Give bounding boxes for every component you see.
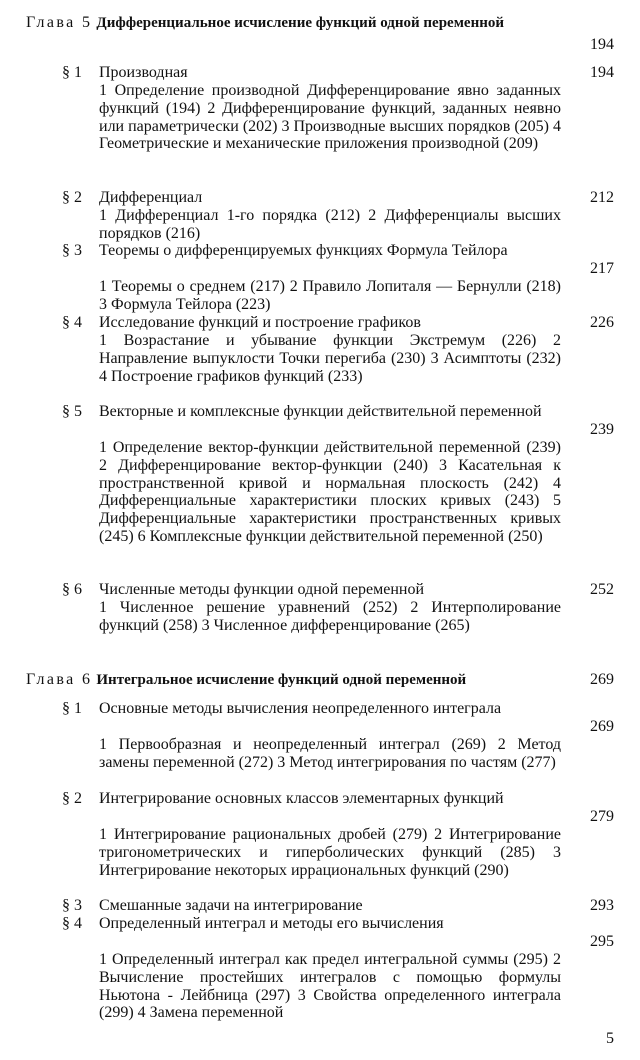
page-folio: 5 (606, 1030, 614, 1047)
section-symbol: § 5 (62, 403, 82, 420)
section-symbol: § 2 (62, 189, 82, 206)
section-subtopics: 1 Дифференциал 1-го порядка (212) 2 Дифференциалы высших порядков (216) (99, 207, 561, 242)
chapter-label: Глава 5 (26, 14, 93, 31)
chapter-page-number: 194 (590, 36, 614, 53)
section-title: Исследование функций и построение графиков (99, 314, 421, 331)
section-subtopics: 1 Определение вектор-функции действительной переменной (239) 2 Дифференцирование вектор-функции (240) 3 Касательная к пространственной кривой и нормальная плоскость (242) 4 Дифференциальные характеристики плоских кривых (243) 5 Дифференциальные характеристики пространственных кривых (245) 6 Комплексные функции действительной переменной (250) (99, 439, 561, 545)
section-symbol: § 1 (62, 700, 82, 717)
section-entry (62, 581, 562, 599)
section-page-number: 226 (590, 314, 614, 331)
chapter-title: Дифференциальное исчисление функций одной переменной (96, 15, 505, 31)
chapter-heading (26, 14, 574, 32)
section-title: Определенный интеграл и методы его вычисления (99, 915, 444, 932)
section-entry (62, 64, 562, 82)
section-symbol: § 4 (62, 314, 82, 331)
section-subtopics: 1 Интегрирование рациональных дробей (279) 2 Интегрирование тригонометрических и гиперболических функций (285) 3 Интегрирование некоторых иррациональных функций (290) (99, 826, 561, 879)
section-entry (62, 897, 562, 915)
section-title: Дифференциал (99, 189, 203, 206)
chapter-page-number: 269 (590, 671, 614, 688)
section-title: Смешанные задачи на интегрирование (99, 897, 363, 914)
section-subtopics: 1 Теоремы о среднем (217) 2 Правило Лопиталя — Бернулли (218) 3 Формула Тейлора (223) (99, 278, 561, 313)
section-subtopics: 1 Первообразная и неопределенный интеграл (269) 2 Метод замены переменной (272) 3 Метод интегрирования по частям (277) (99, 736, 561, 771)
chapter-title: Интегральное исчисление функций одной переменной (96, 672, 467, 688)
section-page-number: 269 (590, 718, 614, 735)
section-symbol: § 3 (62, 897, 82, 914)
section-page-number: 194 (590, 64, 614, 81)
chapter-label: Глава 6 (26, 671, 93, 688)
section-entry (62, 790, 562, 808)
section-title: Интегрирование основных классов элементарных функций (99, 790, 504, 807)
section-entry (62, 242, 562, 260)
section-title: Производная (99, 64, 188, 81)
section-subtopics: 1 Численное решение уравнений (252) 2 Интерполирование функций (258) 3 Численное дифференцирование (265) (99, 599, 561, 634)
section-title: Основные методы вычисления неопределенного интеграла (99, 700, 502, 717)
section-page-number: 295 (590, 933, 614, 950)
section-page-number: 293 (590, 897, 614, 914)
section-entry (62, 403, 562, 421)
section-entry (62, 314, 562, 332)
section-entry (62, 189, 562, 207)
section-page-number: 239 (590, 421, 614, 438)
section-page-number: 217 (590, 260, 614, 277)
section-subtopics: 1 Определенный интеграл как предел интегральной суммы (295) 2 Вычисление простейших интегралов с помощью формулы Ньютона - Лейбница (297) 3 Свойства определенного интеграла (299) 4 Замена переменной (99, 951, 561, 1022)
section-page-number: 252 (590, 581, 614, 598)
section-entry (62, 915, 562, 933)
section-title: Теоремы о дифференцируемых функциях Формула Тейлора (99, 242, 508, 259)
section-symbol: § 3 (62, 242, 82, 259)
chapter-heading (26, 671, 574, 689)
section-title: Векторные и комплексные функции действительной переменной (99, 403, 542, 420)
section-subtopics: 1 Возрастание и убывание функции Экстремум (226) 2 Направление выпуклости Точки перегиба (230) 3 Асимптоты (232) 4 Построение графиков функций (233) (99, 332, 561, 385)
section-page-number: 279 (590, 808, 614, 825)
section-symbol: § 6 (62, 581, 82, 598)
section-page-number: 212 (590, 189, 614, 206)
section-symbol: § 1 (62, 64, 82, 81)
section-symbol: § 2 (62, 790, 82, 807)
section-symbol: § 4 (62, 915, 82, 932)
section-entry (62, 700, 562, 718)
section-title: Численные методы функции одной переменной (99, 581, 425, 598)
section-subtopics: 1 Определение производной Дифференцирование явно заданных функций (194) 2 Дифференцирование функций, заданных неявно или параметрически (202) 3 Производные высших порядков (205) 4 Геометрические и механические приложения производной (209) (99, 82, 561, 153)
